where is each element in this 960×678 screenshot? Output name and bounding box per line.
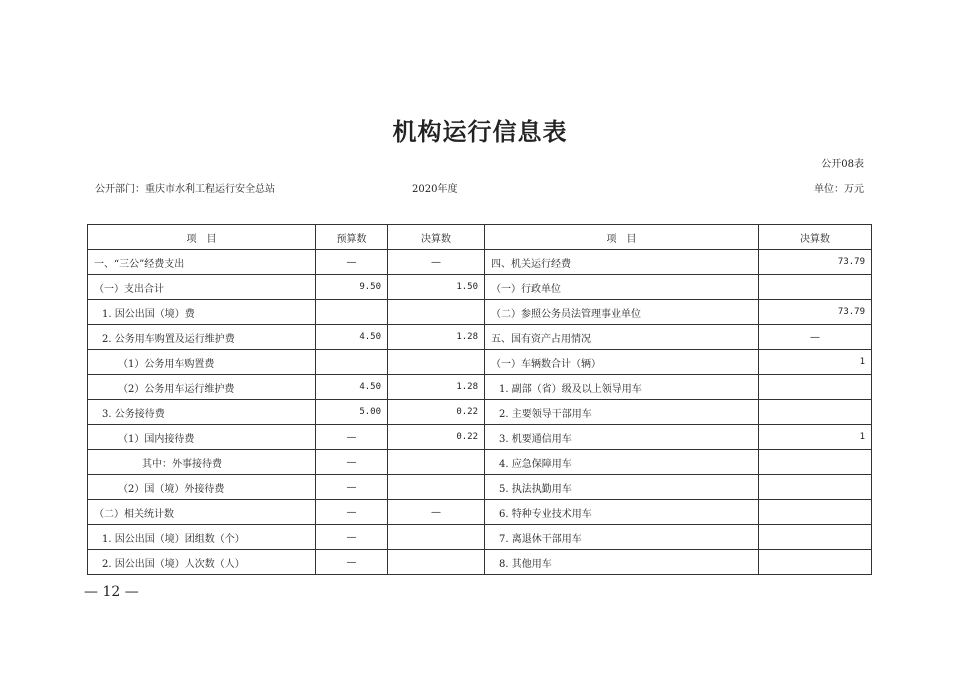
item-left-cell: 3. 公务接待费: [88, 400, 316, 425]
item-left-cell: （2）公务用车运行维护费: [88, 375, 316, 400]
table-row: [88, 525, 872, 550]
budget-cell: 4.50: [316, 375, 388, 400]
unit-label: 单位：万元: [814, 184, 864, 195]
item-left-cell: 一、“三公”经费支出: [88, 250, 316, 275]
item-left-cell: 1. 因公出国（境）团组数（个）: [88, 525, 316, 550]
item-left-cell: （一）支出合计: [88, 275, 316, 300]
item-left-cell: 1. 因公出国（境）费: [88, 300, 316, 325]
department-label: 公开部门：重庆市水利工程运行安全总站: [95, 184, 275, 195]
final-left-cell: [388, 525, 485, 550]
final-left-cell: 1.28: [388, 375, 485, 400]
final-left-cell: [388, 300, 485, 325]
item-right-cell: 五、国有资产占用情况: [485, 325, 759, 350]
budget-cell: [316, 350, 388, 375]
final-right-cell: —: [759, 325, 872, 350]
final-left-cell: 0.22: [388, 400, 485, 425]
final-left-cell: [388, 550, 485, 575]
final-right-cell: [759, 500, 872, 525]
item-right-cell: 2. 主要领导干部用车: [485, 400, 759, 425]
budget-cell: 5.00: [316, 400, 388, 425]
item-left-cell: （2）国（境）外接待费: [88, 475, 316, 500]
item-right-cell: 6. 特种专业技术用车: [485, 500, 759, 525]
budget-cell: —: [316, 425, 388, 450]
page-title: 机构运行信息表: [392, 117, 568, 146]
item-left-cell: 2. 公务用车购置及运行维护费: [88, 325, 316, 350]
table-row: [88, 325, 872, 350]
item-right-cell: （二）参照公务员法管理事业单位: [485, 300, 759, 325]
final-left-cell: 0.22: [388, 425, 485, 450]
final-right-cell: [759, 375, 872, 400]
form-number: 公开08表: [821, 159, 864, 170]
item-left-cell: （二）相关统计数: [88, 500, 316, 525]
item-right-cell: 7. 离退休干部用车: [485, 525, 759, 550]
header-item-left: 项 目: [88, 225, 316, 250]
item-right-cell: 8. 其他用车: [485, 550, 759, 575]
final-left-cell: 1.28: [388, 325, 485, 350]
budget-cell: 9.50: [316, 275, 388, 300]
table-row: [88, 375, 872, 400]
item-left-cell: 2. 因公出国（境）人次数（人）: [88, 550, 316, 575]
budget-cell: [316, 300, 388, 325]
item-right-cell: （一）车辆数合计（辆）: [485, 350, 759, 375]
final-right-cell: [759, 275, 872, 300]
item-right-cell: 5. 执法执勤用车: [485, 475, 759, 500]
final-left-cell: [388, 475, 485, 500]
info-table: [87, 224, 872, 575]
year-label: 2020年度: [412, 184, 458, 195]
budget-cell: —: [316, 250, 388, 275]
table-row: [88, 550, 872, 575]
final-left-cell: —: [388, 500, 485, 525]
final-left-cell: 1.50: [388, 275, 485, 300]
item-right-cell: 四、机关运行经费: [485, 250, 759, 275]
final-left-cell: —: [388, 250, 485, 275]
final-right-cell: [759, 550, 872, 575]
final-right-cell: 1: [759, 350, 872, 375]
budget-cell: —: [316, 475, 388, 500]
final-right-cell: 73.79: [759, 250, 872, 275]
table-row: [88, 250, 872, 275]
final-left-cell: [388, 350, 485, 375]
item-left-cell: （1）国内接待费: [88, 425, 316, 450]
budget-cell: —: [316, 550, 388, 575]
final-right-cell: [759, 400, 872, 425]
final-right-cell: [759, 450, 872, 475]
budget-cell: —: [316, 450, 388, 475]
budget-cell: 4.50: [316, 325, 388, 350]
item-right-cell: （一）行政单位: [485, 275, 759, 300]
table-row: [88, 300, 872, 325]
table-row: [88, 350, 872, 375]
item-right-cell: 4. 应急保障用车: [485, 450, 759, 475]
page-number: — 12 —: [84, 584, 139, 600]
final-right-cell: [759, 525, 872, 550]
item-left-cell: （1）公务用车购置费: [88, 350, 316, 375]
budget-cell: —: [316, 500, 388, 525]
table-row: [88, 475, 872, 500]
table-row: [88, 275, 872, 300]
table-header-row: [88, 225, 872, 250]
table-row: [88, 450, 872, 475]
table-row: [88, 425, 872, 450]
final-right-cell: 1: [759, 425, 872, 450]
table-row: [88, 400, 872, 425]
final-left-cell: [388, 450, 485, 475]
item-right-cell: 1. 副部（省）级及以上领导用车: [485, 375, 759, 400]
header-budget: 预算数: [316, 225, 388, 250]
item-right-cell: 3. 机要通信用车: [485, 425, 759, 450]
header-item-right: 项 目: [485, 225, 759, 250]
item-left-cell: 其中：外事接待费: [88, 450, 316, 475]
final-right-cell: 73.79: [759, 300, 872, 325]
header-final-left: 决算数: [388, 225, 485, 250]
header-final-right: 决算数: [759, 225, 872, 250]
budget-cell: —: [316, 525, 388, 550]
final-right-cell: [759, 475, 872, 500]
table-row: [88, 500, 872, 525]
